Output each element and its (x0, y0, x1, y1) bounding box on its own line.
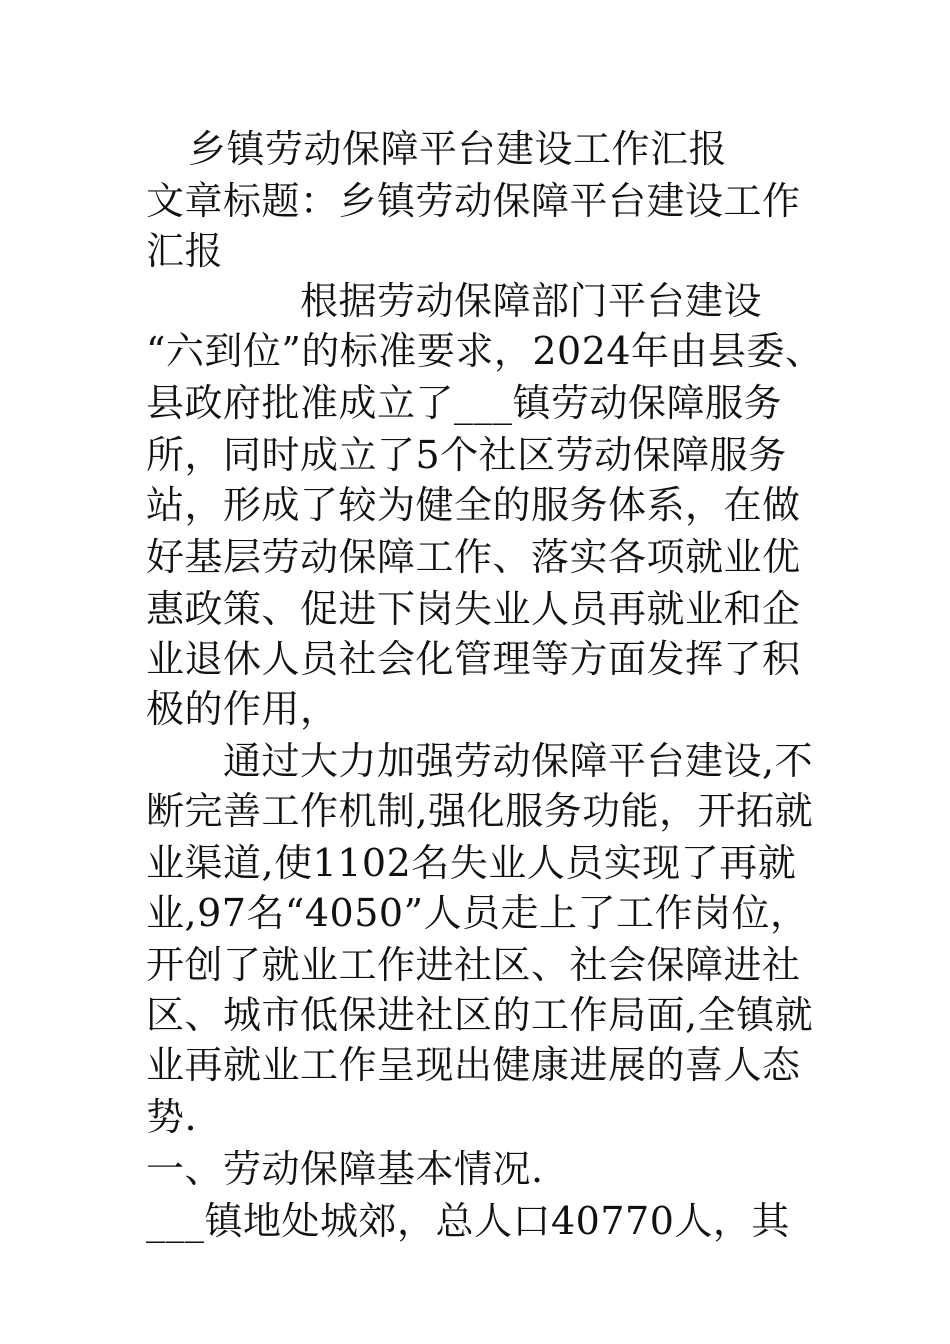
text-line: 惠政策、促进下岗失业人员再就业和企 (146, 587, 801, 631)
section-heading: 一、劳动保障基本情况. (146, 1147, 544, 1191)
document-title: 乡镇劳动保障平台建设工作汇报 (188, 127, 728, 171)
text-line: 站，形成了较为健全的服务体系，在做 (146, 483, 801, 527)
text-line: 极的作用， (146, 687, 339, 731)
text-line: 开创了就业工作进社区、社会保障进社 (146, 943, 801, 987)
text-line: 势. (146, 1095, 198, 1139)
text-line: 业退休人员社会化管理等方面发挥了积 (146, 637, 801, 681)
text-line: 业,97名“4050”人员走上了工作岗位， (146, 891, 809, 935)
text-line: 县政府批准成立了___镇劳动保障服务 (146, 381, 783, 425)
text-line: 通过大力加强劳动保障平台建设,不 (146, 739, 814, 783)
text-line: 业再就业工作呈现出健康进展的喜人态 (146, 1043, 801, 1087)
text-line: “六到位”的标准要求，2024年由县委、 (146, 329, 824, 373)
text-line: 所，同时成立了5个社区劳动保障服务 (146, 433, 787, 477)
text-line: 好基层劳动保障工作、落实各项就业优 (146, 535, 801, 579)
text-line: 根据劳动保障部门平台建设 (146, 279, 763, 323)
text-line: 文章标题：乡镇劳动保障平台建设工作 (146, 179, 801, 223)
text-line: 业渠道,使1102名失业人员实现了再就 (146, 841, 797, 885)
text-line: ___镇地处城郊，总人口40770人，其 (146, 1199, 790, 1243)
text-line: 断完善工作机制,强化服务功能，开拓就 (146, 789, 814, 833)
text-line: 汇报 (146, 229, 224, 273)
text-line: 区、城市低保进社区的工作局面,全镇就 (146, 993, 814, 1037)
